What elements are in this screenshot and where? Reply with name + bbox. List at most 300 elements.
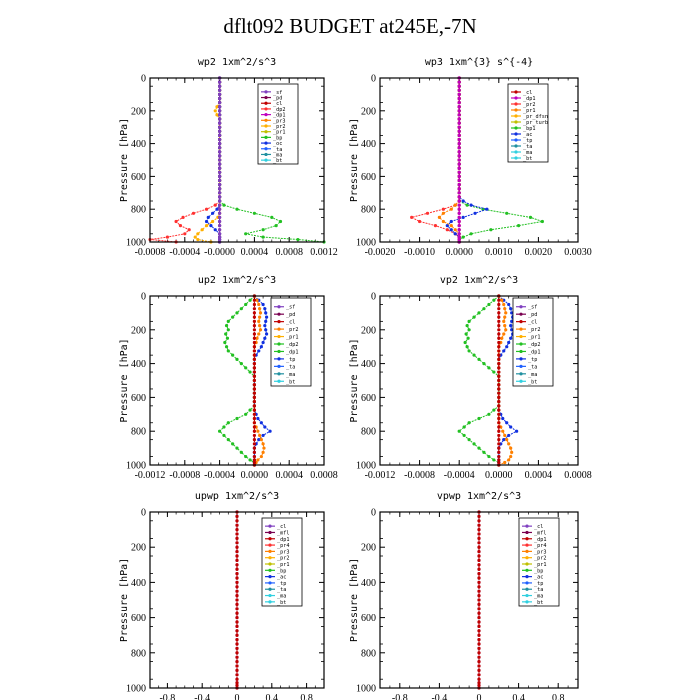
panel-5-legend-marker xyxy=(268,531,271,534)
panel-3-legend-label: _dp1 xyxy=(286,349,299,356)
panel-2-point-dp1 xyxy=(458,113,461,116)
panel-3-point-tp xyxy=(264,311,267,314)
panel-4-legend-marker xyxy=(519,350,522,353)
panel-1-ytick-label: 800 xyxy=(131,204,146,216)
panel-4-point-dp2 xyxy=(465,332,468,335)
panel-4-point-cl xyxy=(497,354,500,357)
panel-2-point-dp1 xyxy=(458,81,461,84)
panel-3-point-cl xyxy=(253,366,256,369)
panel-2-legend-marker xyxy=(514,108,517,111)
panel-2-point-dp1 xyxy=(458,171,461,174)
panel-1-point-dp2 xyxy=(175,220,178,223)
panel-6-point-dp1 xyxy=(477,598,480,601)
panel-1-point-sf xyxy=(218,183,221,186)
panel-5-point-dp1 xyxy=(235,515,238,518)
panel-2-point-dp1 xyxy=(458,220,461,223)
panel-1-point-sf xyxy=(218,195,221,198)
panel-3-point-cl xyxy=(253,299,256,302)
panel-4-point-tp xyxy=(507,434,510,437)
panel-2-point-dp1 xyxy=(458,224,461,227)
panel-1-point-sf xyxy=(218,89,221,92)
panel-4-point-cl xyxy=(497,408,500,411)
panel-2-legend-label: _bt xyxy=(523,156,533,162)
panel-1-point-oc xyxy=(209,224,212,227)
panel-5-legend-label: _pr2 xyxy=(277,555,290,562)
panel-2-point-dp1 xyxy=(458,191,461,194)
panel-6-legend-marker xyxy=(525,543,528,546)
panel-4-legend-marker xyxy=(519,380,522,383)
panel-4-legend-marker xyxy=(519,372,522,375)
panel-3-point-cl xyxy=(253,387,256,390)
panel-2-point-ac xyxy=(454,232,457,235)
panel-4-point-pr2 xyxy=(503,434,506,437)
panel-3-point-pr2 xyxy=(257,332,260,335)
panel-4-point-dp2 xyxy=(487,455,490,458)
panel-4-point-cl xyxy=(497,332,500,335)
panel-1-point-sf xyxy=(218,228,221,231)
panel-6-point-dp1 xyxy=(477,546,480,549)
panel-2-legend-label: _pr_turb xyxy=(523,120,548,126)
panel-6-point-dp1 xyxy=(477,524,480,527)
panel-1-point-sf xyxy=(218,150,221,153)
panel-1-point-oc xyxy=(211,212,214,215)
panel-1-legend-marker xyxy=(264,159,267,162)
panel-5-point-dp1 xyxy=(235,625,238,628)
panel-2-point-pr1 xyxy=(450,208,453,211)
panel-3-point-dp2 xyxy=(240,451,243,454)
panel-1-legend-label: _bp xyxy=(273,135,283,142)
panel-5-ytick-label: 400 xyxy=(131,577,146,589)
panel-5-legend-label: _ta xyxy=(277,587,287,594)
panel-1-legend-label: _oc xyxy=(273,141,283,148)
panel-3-point-cl xyxy=(253,349,256,352)
panel-3-point-dp2 xyxy=(240,307,243,310)
panel-6-legend-label: _pr2 xyxy=(534,555,547,562)
panel-2-point-dp1 xyxy=(458,158,461,161)
panel-5-point-dp1 xyxy=(235,638,238,641)
panel-2-point-pr2 xyxy=(418,220,421,223)
panel-4-legend-label: _cl xyxy=(528,319,538,326)
panel-2-xtick-label: 0.0030 xyxy=(564,247,592,258)
panel-2-legend-label: _dp1 xyxy=(523,96,536,102)
panel-3-point-tp xyxy=(263,324,266,327)
panel-1-point-bp xyxy=(270,216,273,219)
panel-2-ytick-label: 800 xyxy=(361,204,376,216)
panel-3-point-cl xyxy=(253,358,256,361)
panel-2-title: wp3 1xm^{3} s^{-4} xyxy=(424,57,534,68)
panel-4-point-dp2 xyxy=(477,358,480,361)
panel-4-point-cl xyxy=(497,438,500,441)
panel-4-point-tp xyxy=(502,349,505,352)
panel-1-point-sf xyxy=(218,187,221,190)
panel-1-point-bp xyxy=(275,224,278,227)
panel-3-point-dp2 xyxy=(227,421,230,424)
panel-2-legend-marker xyxy=(514,120,517,123)
panel-6-point-dp1 xyxy=(477,660,480,663)
panel-5-xtick-label: 0.8 xyxy=(300,693,313,700)
panel-4-point-pr2 xyxy=(502,332,505,335)
panel-2-point-bp1 xyxy=(517,224,520,227)
panel-2-legend-label: _ac xyxy=(523,132,533,138)
panel-4-point-tp xyxy=(507,303,510,306)
panel-4-legend-label: _bt xyxy=(528,379,538,386)
panel-1-legend-marker xyxy=(264,141,267,144)
panel-3-legend-marker xyxy=(277,327,280,330)
panel-3-point-dp2 xyxy=(244,303,247,306)
panel-3-point-cl xyxy=(253,413,256,416)
panel-4-legend-label: _sf xyxy=(528,304,538,311)
panel-3-point-dp2 xyxy=(244,455,247,458)
panel-2-point-pr1 xyxy=(438,216,441,219)
panel-1-point-dp2 xyxy=(214,204,217,207)
panel-6-legend-label: _mfl xyxy=(534,530,547,537)
panel-4-point-dp2 xyxy=(492,299,495,302)
panel-5-point-dp1 xyxy=(235,673,238,676)
panel-1-point-sf xyxy=(218,101,221,104)
panel-2-point-dp1 xyxy=(458,109,461,112)
panel-4-point-tp xyxy=(515,430,518,433)
panel-5-point-dp1 xyxy=(235,524,238,527)
panel-4-ytick-label: 0 xyxy=(371,291,376,303)
panel-5-point-dp1 xyxy=(235,537,238,540)
panel-6-xtick-label: -0.8 xyxy=(391,693,408,700)
panel-6-point-dp1 xyxy=(477,563,480,566)
panel-5-point-dp1 xyxy=(235,603,238,606)
panel-2-point-bp1 xyxy=(505,212,508,215)
panel-2-point-ac xyxy=(462,199,465,202)
panel-4-point-pr2 xyxy=(502,320,505,323)
panel-3-point-tp xyxy=(264,320,267,323)
panel-4-legend-label: _pr2 xyxy=(528,327,541,334)
panel-3-point-pr2 xyxy=(262,451,265,454)
panel-5-legend-label: _ma xyxy=(277,593,287,600)
panel-5-point-dp1 xyxy=(235,572,238,575)
panel-4-point-pr2 xyxy=(510,451,513,454)
panel-1-ytick-label: 600 xyxy=(131,171,146,183)
panel-4-point-dp2 xyxy=(463,425,466,428)
panel-4-point-cl xyxy=(497,417,500,420)
panel-2-point-dp1 xyxy=(458,85,461,88)
panel-4-point-cl xyxy=(497,396,500,399)
panel-4-series-dp2 xyxy=(459,296,499,465)
panel-4-point-cl xyxy=(497,400,500,403)
panel-1-point-sf xyxy=(218,199,221,202)
panel-6-legend-label: _bp xyxy=(534,568,544,575)
panel-2-series-pr1 xyxy=(439,78,459,242)
panel-1-point-sf xyxy=(218,224,221,227)
panel-4-point-tp xyxy=(505,345,508,348)
panel-2-point-dp1 xyxy=(458,130,461,133)
panel-2-ytick-label: 0 xyxy=(371,73,376,85)
panel-2-legend-marker xyxy=(514,126,517,129)
panel-4-point-pr2 xyxy=(500,299,503,302)
panel-2-point-pr2 xyxy=(410,216,413,219)
panel-3-point-cl xyxy=(253,404,256,407)
panel-3-point-cl xyxy=(253,438,256,441)
panel-1-point-oc xyxy=(205,220,208,223)
panel-5-xtick-label: -0.4 xyxy=(194,693,211,700)
panel-1-point-dp2 xyxy=(183,232,186,235)
panel-2-point-pr2 xyxy=(434,224,437,227)
panel-1-point-sf xyxy=(218,117,221,120)
panel-4-xtick-label: -0.0008 xyxy=(404,470,436,481)
panel-6-point-dp1 xyxy=(477,585,480,588)
panel-2-legend-label: _ta xyxy=(523,144,533,150)
panel-3-xtick-label: 0.0008 xyxy=(310,470,338,481)
panel-1-legend-label: _bt xyxy=(273,158,283,165)
panel-6-point-dp1 xyxy=(477,642,480,645)
panel-1-point-sf xyxy=(218,208,221,211)
panel-6-legend-label: _pr3 xyxy=(534,549,547,556)
panel-3-legend-label: _sf xyxy=(286,304,296,311)
panel-3-point-cl xyxy=(253,396,256,399)
panel-5-point-dp1 xyxy=(235,678,238,681)
panel-3-point-cl xyxy=(253,332,256,335)
panel-4-point-dp2 xyxy=(482,362,485,365)
panel-1-legend-marker xyxy=(264,107,267,110)
panel-2-point-dp1 xyxy=(458,179,461,182)
panel-5-title: upwp 1xm^2/s^3 xyxy=(194,491,280,502)
panel-2-point-dp1 xyxy=(458,204,461,207)
panel-5-legend-label: _bp xyxy=(277,568,287,575)
panel-4-point-cl xyxy=(497,434,500,437)
panel-4-legend-label: _ta xyxy=(528,364,538,371)
panel-4-point-cl xyxy=(497,404,500,407)
panel-3-point-dp2 xyxy=(240,362,243,365)
panel-4-point-dp2 xyxy=(472,442,475,445)
panel-3-point-pr2 xyxy=(262,447,265,450)
panel-5-point-dp1 xyxy=(235,642,238,645)
panel-4-legend-marker xyxy=(519,313,522,316)
panel-1-point-sf xyxy=(218,220,221,223)
panel-2-ytick-label: 200 xyxy=(361,106,376,118)
panel-3-point-tp xyxy=(265,316,268,319)
panel-6-point-dp1 xyxy=(477,629,480,632)
panel-5-legend-marker xyxy=(268,600,271,603)
panel-3-point-dp2 xyxy=(227,320,230,323)
panel-2-point-pr1 xyxy=(454,204,457,207)
panel-5-ytick-label: 200 xyxy=(131,542,146,554)
panel-3-point-pr2 xyxy=(258,316,261,319)
panel-4-xtick-label: -0.0012 xyxy=(364,470,396,481)
panel-4-point-cl xyxy=(497,430,500,433)
panel-2-point-dp1 xyxy=(458,126,461,129)
panel-4-point-pr2 xyxy=(500,337,503,340)
panel-3-point-dp2 xyxy=(227,438,230,441)
panel-6-legend-marker xyxy=(525,575,528,578)
panel-3-point-pr2 xyxy=(259,328,262,331)
panel-1-ytick-label: 400 xyxy=(131,139,146,151)
panel-3-point-pr2 xyxy=(256,430,259,433)
panel-1-point-dp2 xyxy=(192,212,195,215)
panel-3-series-dp2 xyxy=(220,296,255,465)
panel-1-legend-marker xyxy=(264,124,267,127)
panel-2-legend-marker xyxy=(514,102,517,105)
panel-3-point-dp2 xyxy=(248,408,251,411)
panel-5-point-dp1 xyxy=(235,594,238,597)
panel-5-point-dp1 xyxy=(235,612,238,615)
panel-1-legend-label: _sf xyxy=(273,89,283,96)
panel-4-point-pr2 xyxy=(503,307,506,310)
panel-4-point-dp2 xyxy=(487,366,490,369)
panel-4-point-dp2 xyxy=(492,370,495,373)
panel-5-point-dp1 xyxy=(235,647,238,650)
panel-4-legend-label: _dp1 xyxy=(528,349,541,356)
panel-3-point-cl xyxy=(253,341,256,344)
panel-3-point-cl xyxy=(253,434,256,437)
panel-3-point-cl xyxy=(253,328,256,331)
panel-5-point-dp1 xyxy=(235,581,238,584)
panel-3-point-cl xyxy=(253,316,256,319)
panel-1-xtick-label: -0.0008 xyxy=(134,247,166,258)
panel-3-point-cl xyxy=(253,400,256,403)
panel-1-point-sf xyxy=(218,134,221,137)
panel-4-point-cl xyxy=(497,425,500,428)
panel-3-point-tp xyxy=(264,328,267,331)
panel-4-point-cl xyxy=(497,421,500,424)
panel-3-legend-label: _pr2 xyxy=(286,327,299,334)
panel-1-point-bp xyxy=(262,235,265,238)
panel-3-point-dp2 xyxy=(223,341,226,344)
panel-2-point-dp1 xyxy=(458,212,461,215)
panel-2-point-bp1 xyxy=(529,216,532,219)
panel-3-point-cl xyxy=(253,311,256,314)
panel-1-point-pr2 xyxy=(201,228,204,231)
panel-4-point-dp2 xyxy=(468,421,471,424)
panel-6-legend-label: _bt xyxy=(534,599,544,606)
panel-1-point-sf xyxy=(218,126,221,129)
panel-4-point-cl xyxy=(497,387,500,390)
panel-3-point-dp2 xyxy=(248,299,251,302)
panel-4-point-pr2 xyxy=(505,438,508,441)
panel-4-point-dp2 xyxy=(492,458,495,461)
panel-4-xtick-label: 0.0008 xyxy=(564,470,592,481)
panel-3-legend-marker xyxy=(277,372,280,375)
panel-6-legend-marker xyxy=(525,562,528,565)
panel-4-ylabel: Pressure [hPa] xyxy=(349,338,360,423)
panel-1-legend-marker xyxy=(264,90,267,93)
panel-5-legend-label: _dp1 xyxy=(277,536,290,543)
panel-1-legend-marker xyxy=(264,102,267,105)
panel-2-point-ac xyxy=(450,220,453,223)
panel-6-point-dp1 xyxy=(477,616,480,619)
panel-2-point-dp1 xyxy=(458,122,461,125)
panel-1-point-pr2 xyxy=(205,224,208,227)
panel-6-point-dp1 xyxy=(477,664,480,667)
panel-4-legend-label: _tp xyxy=(528,356,538,363)
panel-3-point-tp xyxy=(263,307,266,310)
panel-1-point-sf xyxy=(218,109,221,112)
panel-1-point-oc xyxy=(207,216,210,219)
panel-6-point-dp1 xyxy=(477,515,480,518)
panel-1-title: wp2 1xm^2/s^3 xyxy=(197,57,277,68)
panel-3-point-pr2 xyxy=(258,307,261,310)
panel-1-legend-label: _ma xyxy=(273,152,283,159)
panel-1-ytick-label: 0 xyxy=(141,73,146,85)
panel-2-point-dp1 xyxy=(458,142,461,145)
panel-5-legend-marker xyxy=(268,594,271,597)
panel-2-legend-label: _cl xyxy=(523,90,533,96)
panel-1-legend-label: _dp1 xyxy=(273,112,286,119)
panel-3-point-cl xyxy=(253,375,256,378)
panel-1-ylabel: Pressure [hPa] xyxy=(119,117,130,203)
panel-3-point-tp xyxy=(265,332,268,335)
panel-2-series-pr2 xyxy=(412,78,460,242)
panel-3-point-dp2 xyxy=(244,366,247,369)
panel-6-point-dp1 xyxy=(477,594,480,597)
panel-4-legend-marker xyxy=(519,305,522,308)
panel-2-point-dp1 xyxy=(458,89,461,92)
panel-4-point-cl xyxy=(497,358,500,361)
panel-3-xtick-label: -0.0008 xyxy=(169,470,201,481)
panel-4-legend-marker xyxy=(519,320,522,323)
panel-2-legend-marker xyxy=(514,144,517,147)
panel-6-point-dp1 xyxy=(477,541,480,544)
panel-5-legend-label: _pr3 xyxy=(277,549,290,556)
panel-1-point-dp2 xyxy=(205,208,208,211)
panel-6-ytick-label: 800 xyxy=(361,648,376,660)
panel-4-point-dp2 xyxy=(492,408,495,411)
panel-3-point-tp xyxy=(260,421,263,424)
panel-3-ytick-label: 600 xyxy=(131,392,146,404)
panel-2-point-dp1 xyxy=(458,154,461,157)
panel-3-point-cl xyxy=(253,370,256,373)
panel-5-point-dp1 xyxy=(235,664,238,667)
panel-2-point-bp1 xyxy=(541,220,544,223)
panel-4-point-dp2 xyxy=(463,434,466,437)
panel-5-legend-marker xyxy=(268,569,271,572)
panel-6-legend-label: _pr4 xyxy=(534,543,547,550)
panel-4-legend-label: _ma xyxy=(528,371,538,378)
panel-2-xtick-label: 0.0020 xyxy=(524,247,553,258)
panel-4-point-pr2 xyxy=(504,328,507,331)
panel-3-point-dp2 xyxy=(225,324,228,327)
panel-4-point-cl xyxy=(497,455,500,458)
panel-1-point-sf xyxy=(218,146,221,149)
panel-5-legend-label: _ac xyxy=(277,574,287,581)
panel-5-legend-label: _cl xyxy=(277,524,287,531)
panel-3-ytick-label: 800 xyxy=(131,426,146,438)
panel-3-point-dp2 xyxy=(227,349,230,352)
panel-5-point-dp1 xyxy=(235,598,238,601)
panel-4-legend-marker xyxy=(519,365,522,368)
panel-3-point-cl xyxy=(253,324,256,327)
panel-6-ytick-label: 1000 xyxy=(356,683,376,695)
panel-4-point-dp2 xyxy=(482,451,485,454)
panel-4-point-cl xyxy=(497,447,500,450)
panel-2-point-dp1 xyxy=(458,175,461,178)
panel-3-point-pr2 xyxy=(258,434,261,437)
panel-2-point-pr1 xyxy=(450,224,453,227)
panel-6-point-dp1 xyxy=(477,678,480,681)
panel-4-point-tp xyxy=(501,417,504,420)
panel-4-point-cl xyxy=(497,451,500,454)
panel-3-legend-marker xyxy=(277,320,280,323)
panel-1-point-sf xyxy=(218,216,221,219)
panel-1-point-pr2 xyxy=(196,238,199,241)
panel-1-point-oc xyxy=(214,228,217,231)
panel-2-point-ac xyxy=(462,216,465,219)
panel-6-legend-marker xyxy=(525,525,528,528)
panel-4-ytick-label: 400 xyxy=(361,359,376,371)
panel-1-legend-label: _cl xyxy=(273,101,283,108)
panel-5-point-dp1 xyxy=(235,616,238,619)
panel-6-xtick-label: 0.8 xyxy=(551,693,565,700)
panel-4-point-dp2 xyxy=(482,307,485,310)
panel-3-xtick-label: 0.0004 xyxy=(275,470,303,481)
panel-3-point-cl xyxy=(253,430,256,433)
panel-2-point-dp1 xyxy=(458,216,461,219)
